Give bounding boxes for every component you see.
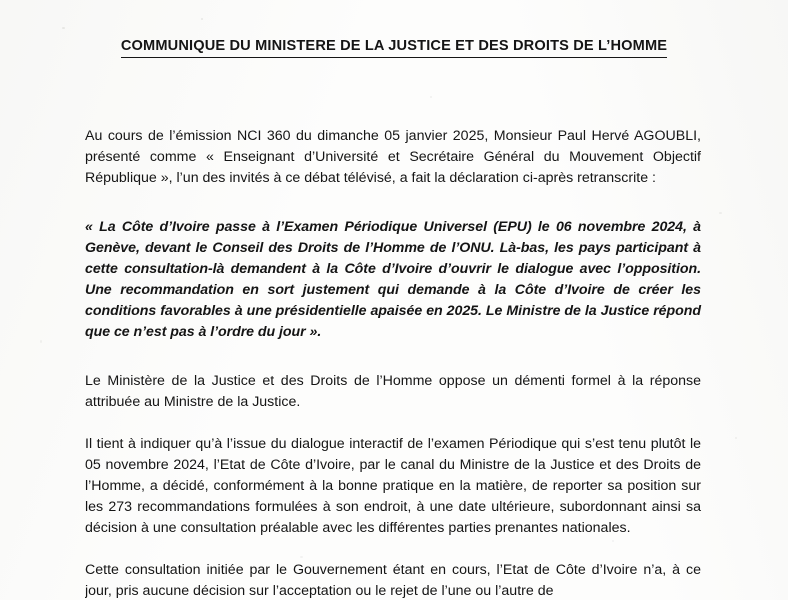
paragraph-intro-text: Au cours de l’émission NCI 360 du dimanche 05 janvier 2025, Monsieur Paul Hervé AGOUBLI, présenté comme « Enseignant d’Université et Secrétaire Général du Mouvement Objectif République », l’un des invités à ce débat télévisé, a fait la déclaration ci-après retranscrite : [85, 128, 701, 186]
paragraph-consultation-text: Cette consultation initiée par le Gouvernement étant en cours, l’Etat de Côte d’Ivoire n’a, à ce jour, pris aucune décision sur l’acceptation ou le rejet de l’une ou l’autre de [85, 562, 701, 599]
paragraph-denial [85, 371, 701, 413]
paragraph-denial-text: Le Ministère de la Justice et des Droits de l’Homme oppose un démenti formel à la réponse attribuée au Ministre de la Justice. [85, 373, 701, 410]
document-title [86, 36, 702, 58]
paragraph-consultation [85, 560, 701, 600]
document-title-text: COMMUNIQUE DU MINISTERE DE LA JUSTICE ET DES DROITS DE L’HOMME [121, 36, 667, 58]
paragraph-intro [85, 126, 701, 189]
paragraph-clarification-text: Il tient à indiquer qu’à l’issue du dialogue interactif de l’examen Périodique qui s’est tenu plutôt le 05 novembre 2024, l’Etat de Côte d’Ivoire, par le canal du Ministre de la Justice et des Droits de l’Homme, a décidé, conformément à la bonne pratique en la matière, de reporter sa position sur les 273 recommandations formulées à son endroit, à une date ultérieure, subordonnant ainsi sa décision à une consultation préalable avec les différentes parties prenantes nationales. [85, 436, 701, 536]
paragraph-quoted-statement [85, 217, 701, 343]
paragraph-clarification [85, 434, 701, 539]
paragraph-quoted-statement-text: « La Côte d’Ivoire passe à l’Examen Périodique Universel (EPU) le 06 novembre 2024, à Genève, devant le Conseil des Droits de l’Homme de l’ONU. Là-bas, les pays participant à cette consultation-là demandent à la Côte d’Ivoire d’ouvrir le dialogue avec l’opposition. Une recommandation en sort justement qui demande à la Côte d’Ivoire de créer les conditions favorables à une présidentielle apaisée en 2025. Le Ministre de la Justice répond que ce n’est pas à l’ordre du jour ». [85, 219, 701, 340]
